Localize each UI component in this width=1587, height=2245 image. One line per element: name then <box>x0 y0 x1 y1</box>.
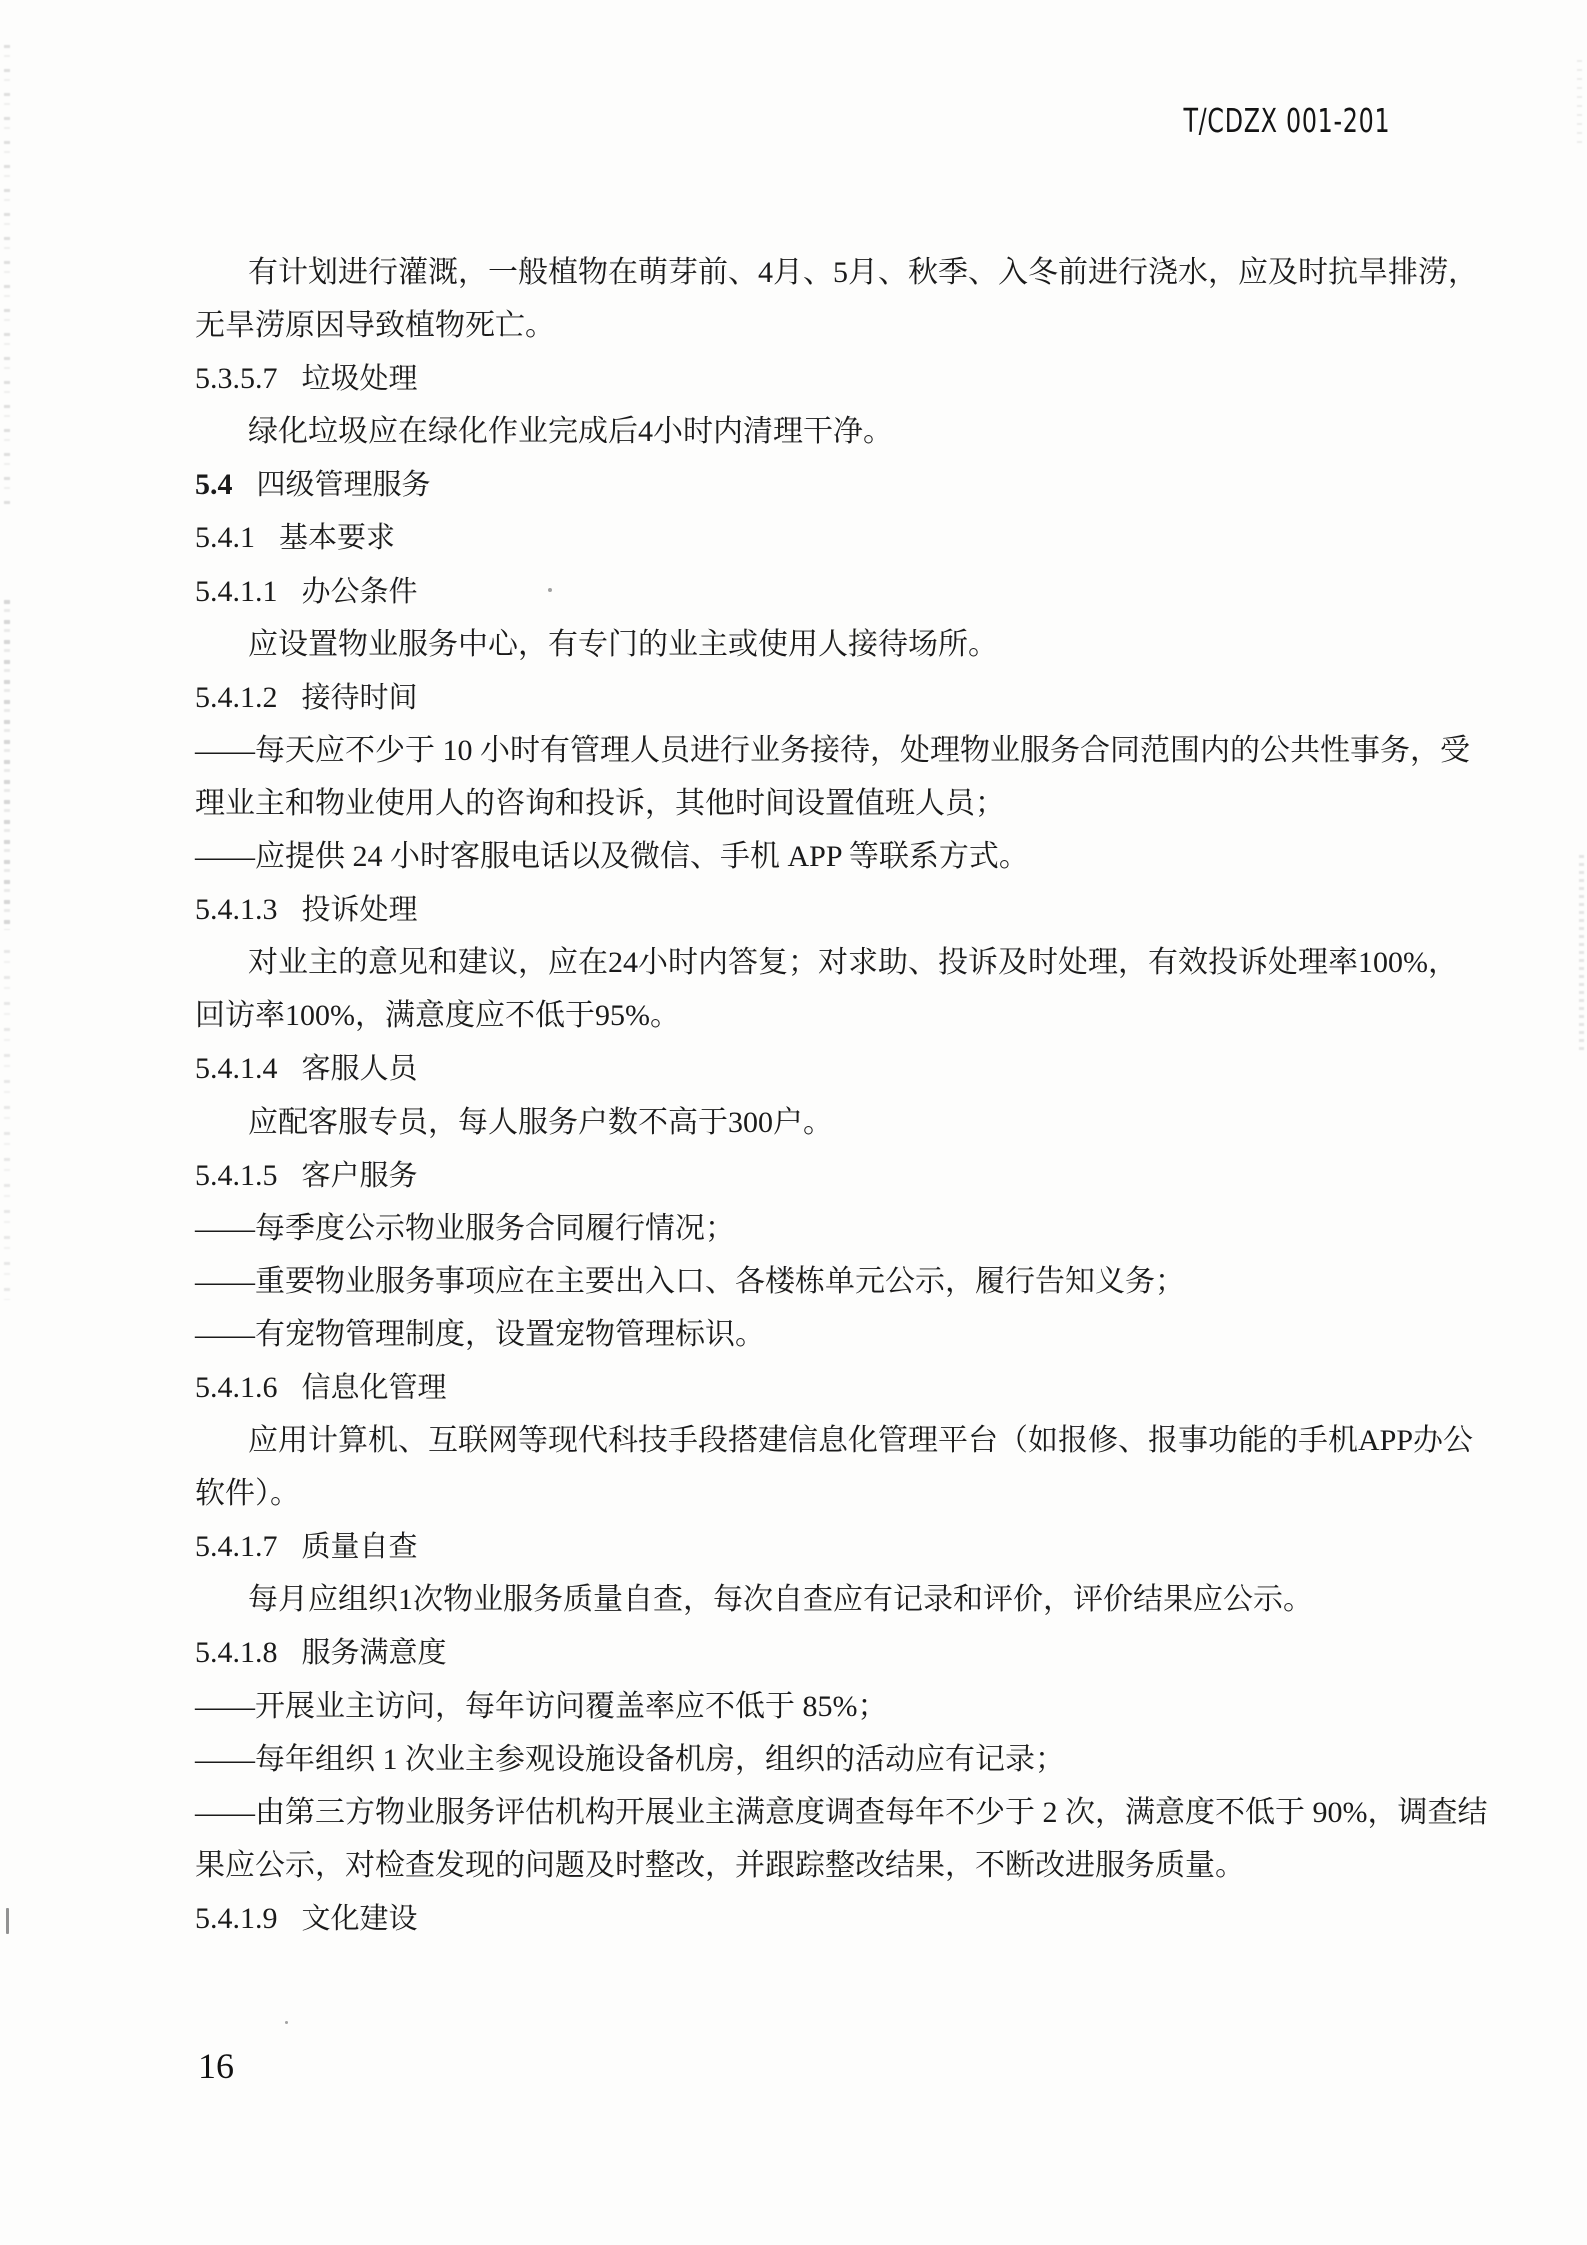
paragraph-line: 对业主的意见和建议，应在24小时内答复；对求助、投诉及时处理，有效投诉处理率100%， <box>248 946 1458 980</box>
section-number: 5.4.1.2 <box>195 680 278 714</box>
section-number: 5.4.1 <box>195 521 255 555</box>
section-title: 投诉处理 <box>301 892 418 927</box>
section-heading <box>195 1520 1435 1573</box>
paragraph-line: 软件）。 <box>195 1477 300 1511</box>
page-number: 16 <box>198 2046 234 2086</box>
doc-code-header: T/CDZX 001-201 <box>1183 101 1390 140</box>
scan-noise-right <box>1577 60 1582 150</box>
section-number: 5.4.1.6 <box>195 1370 278 1404</box>
paragraph-line: 有计划进行灌溉，一般植物在萌芽前、4月、5月、秋季、入冬前进行浇水，应及时抗旱排涝， <box>248 256 1478 289</box>
dash-list-item: ——每季度公示物业服务合同履行情况； <box>195 1211 735 1245</box>
section-heading <box>195 671 1435 724</box>
standard-text-body <box>195 246 1488 1945</box>
section-heading <box>195 1892 1435 1945</box>
scan-noise-left <box>4 600 10 930</box>
section-title: 垃圾处理 <box>301 361 418 396</box>
section-number: 5.4.1.5 <box>195 1158 278 1192</box>
paragraph-line: 回访率100%，满意度应不低于95%。 <box>195 999 680 1033</box>
section-title: 基本要求 <box>279 520 396 555</box>
section-heading <box>195 1626 1435 1679</box>
section-title: 四级管理服务 <box>256 467 431 502</box>
section-title: 文化建设 <box>301 1900 418 1935</box>
section-title: 客户服务 <box>301 1157 418 1192</box>
dash-list-item: ——重要物业服务事项应在主要出入口、各楼栋单元公示，履行告知义务； <box>195 1264 1185 1298</box>
paragraph-line: 果应公示，对检查发现的问题及时整改，并跟踪整改结果，不断改进服务质量。 <box>195 1848 1245 1882</box>
section-number: 5.3.5.7 <box>195 362 278 396</box>
scan-noise-right <box>1579 855 1584 1055</box>
paragraph-line: 理业主和物业使用人的咨询和投诉，其他时间设置值班人员； <box>195 786 1005 820</box>
section-heading <box>195 883 1435 936</box>
paragraph-line: 应配客服专员，每人服务户数不高于300户。 <box>248 1105 833 1139</box>
section-number: 5.4.1.8 <box>195 1636 278 1670</box>
scan-noise-left <box>4 45 10 505</box>
dash-list-item: ——每天应不少于 10 小时有管理人员进行业务接待，处理物业服务合同范围内的公共性事务，受 <box>195 733 1470 767</box>
scan-noise-left <box>4 950 10 1300</box>
dash-list-item: ——由第三方物业服务评估机构开展业主满意度调查每年不少于 2 次，满意度不低于 90%，调查结 <box>195 1795 1488 1829</box>
section-title: 质量自查 <box>301 1529 418 1564</box>
paragraph-line: 无旱涝原因导致植物死亡。 <box>195 309 555 343</box>
section-title: 服务满意度 <box>301 1635 447 1670</box>
dash-list-item: ——有宠物管理制度，设置宠物管理标识。 <box>195 1317 765 1351</box>
section-number: 5.4.1.1 <box>195 574 278 608</box>
section-number: 5.4.1.9 <box>195 1901 278 1935</box>
section-title: 办公条件 <box>301 573 418 608</box>
section-heading <box>195 458 1435 511</box>
section-number: 5.4.1.3 <box>195 893 278 927</box>
paragraph-line: 每月应组织1次物业服务质量自查，每次自查应有记录和评价，评价结果应公示。 <box>248 1583 1313 1617</box>
section-heading <box>195 511 1435 564</box>
section-heading <box>195 1361 1435 1414</box>
scan-speck <box>285 2021 288 2024</box>
section-number: 5.4.1.7 <box>195 1530 278 1564</box>
scan-noise-tick <box>6 1908 9 1934</box>
paragraph-line: 应用计算机、互联网等现代科技手段搭建信息化管理平台（如报修、报事功能的手机APP办公 <box>248 1424 1474 1458</box>
dash-list-item: ——应提供 24 小时客服电话以及微信、手机 APP 等联系方式。 <box>195 840 1029 874</box>
section-heading <box>195 1042 1435 1095</box>
section-heading <box>195 565 1435 618</box>
scan-speck <box>548 588 552 592</box>
section-heading <box>195 352 1435 405</box>
section-title: 接待时间 <box>301 679 418 714</box>
section-title: 客服人员 <box>301 1051 418 1086</box>
section-title: 信息化管理 <box>301 1369 447 1404</box>
dash-list-item: ——开展业主访问，每年访问覆盖率应不低于 85%； <box>195 1689 888 1723</box>
paragraph-line: 绿化垃圾应在绿化作业完成后4小时内清理干净。 <box>248 415 893 449</box>
section-number: 5.4.1.4 <box>195 1052 278 1086</box>
section-heading <box>195 1149 1435 1202</box>
section-number: 5.4 <box>195 468 233 502</box>
paragraph-line: 应设置物业服务中心，有专门的业主或使用人接待场所。 <box>248 627 998 661</box>
dash-list-item: ——每年组织 1 次业主参观设施设备机房，组织的活动应有记录； <box>195 1742 1065 1776</box>
